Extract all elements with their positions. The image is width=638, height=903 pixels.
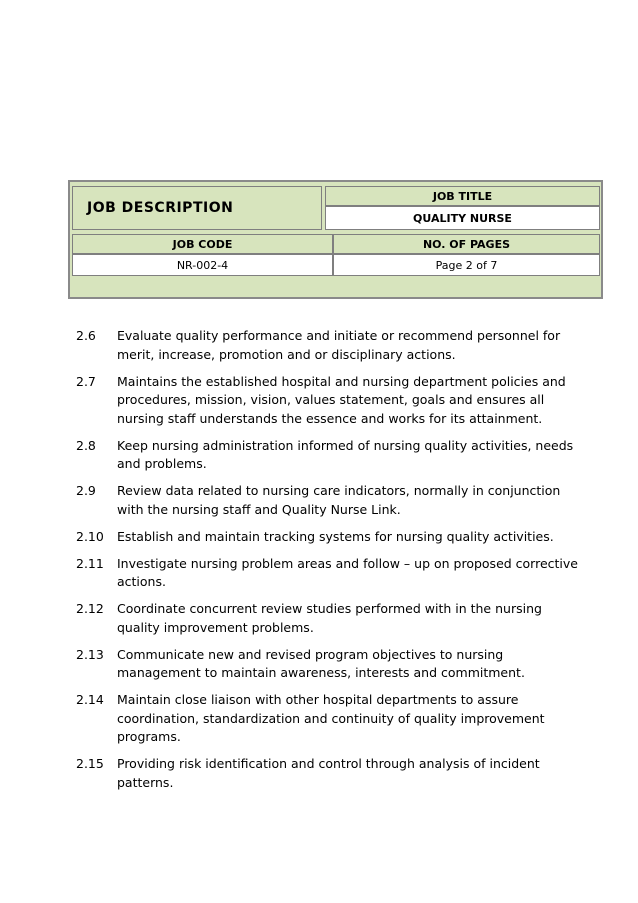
item-text: Communicate new and revised program objectives to nursing management to maintain awareness, interests and commitment. <box>117 646 525 680</box>
job-title-label: JOB TITLE <box>325 186 600 206</box>
item-text: Establish and maintain tracking systems for nursing quality activities. <box>117 528 554 544</box>
job-description-title: JOB DESCRIPTION <box>72 186 322 230</box>
list-item <box>76 755 606 792</box>
list-item <box>76 437 606 474</box>
item-text: Evaluate quality performance and initiate or recommend personnel for merit, increase, promotion and or disciplinary actions. <box>117 328 561 362</box>
list-item <box>76 646 606 683</box>
list-item <box>76 691 606 747</box>
list-item <box>76 600 606 637</box>
job-code-label: JOB CODE <box>72 234 333 254</box>
item-number: 2.10 <box>76 528 104 544</box>
item-number: 2.15 <box>76 756 104 771</box>
item-number: 2.7 <box>76 373 96 389</box>
item-text: Keep nursing administration informed of nursing quality activities, needs and problems. <box>117 437 574 471</box>
header-footer-band <box>72 278 600 296</box>
list-item <box>76 482 606 519</box>
job-header-table <box>68 180 603 299</box>
list-item <box>76 555 606 592</box>
list-item <box>76 528 606 547</box>
item-text: Investigate nursing problem areas and follow – up on proposed corrective actions. <box>117 555 578 589</box>
pages-value: Page 2 of 7 <box>333 254 600 276</box>
item-text: Maintain close liaison with other hospital departments to assure coordination, standardization and continuity of quality improvement programs. <box>117 692 545 744</box>
list-item <box>76 373 606 429</box>
item-number: 2.13 <box>76 646 104 662</box>
item-text: Providing risk identification and control through analysis of incident patterns. <box>117 756 540 790</box>
item-number: 2.6 <box>76 328 96 343</box>
pages-label: NO. OF PAGES <box>333 234 600 254</box>
item-number: 2.9 <box>76 483 96 498</box>
job-title-value: QUALITY NURSE <box>325 206 600 230</box>
job-code-value: NR-002-4 <box>72 254 333 276</box>
list-item <box>76 327 606 364</box>
duties-list <box>76 327 606 801</box>
item-number: 2.12 <box>76 601 104 616</box>
item-text: Maintains the established hospital and nursing department policies and procedures, mission, vision, values statement, goals and ensures all nursing staff understands the essence and works for its attainment. <box>117 373 566 426</box>
item-text: Review data related to nursing care indicators, normally in conjunction with the nursing staff and Quality Nurse Link. <box>117 483 561 517</box>
item-number: 2.11 <box>76 555 104 571</box>
item-text: Coordinate concurrent review studies performed with in the nursing quality improvement problems. <box>117 601 542 635</box>
item-number: 2.8 <box>76 437 96 453</box>
item-number: 2.14 <box>76 692 104 707</box>
